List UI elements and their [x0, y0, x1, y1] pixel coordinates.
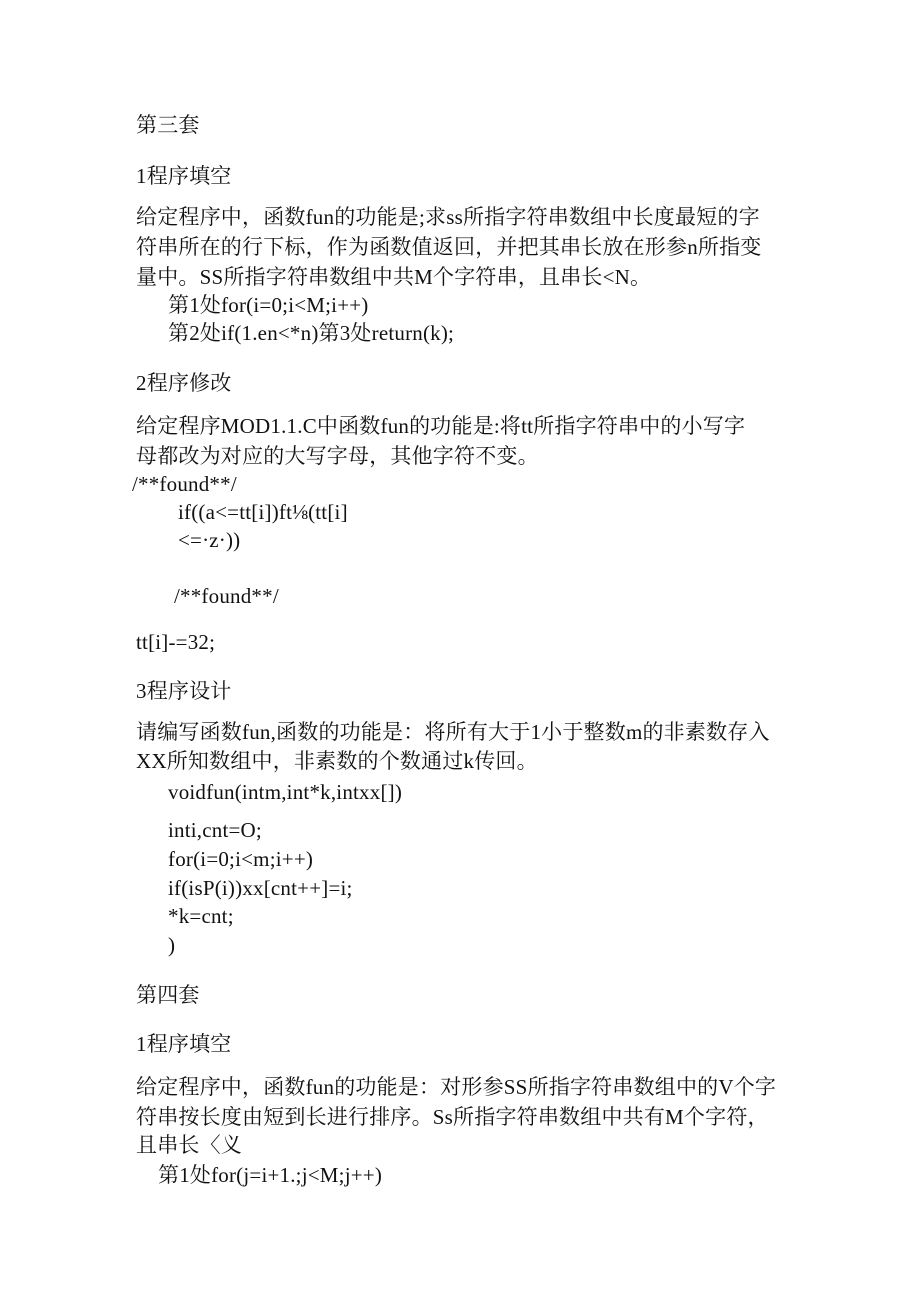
set3-s3-code-line: inti,cnt=O; — [168, 818, 262, 842]
set3-s2-code-line: if((a<=tt[i])ft⅛(tt[i] — [178, 500, 348, 524]
set3-s1-code-line: 第1处for(i=0;i<M;i++) — [168, 293, 369, 317]
set3-s2-desc-line: 母都改为对应的大写字母，其他字符不变。 — [136, 444, 539, 468]
set3-s3-desc-line: 请编写函数fun,函数的功能是：将所有大于1小于整数m的非素数存入 — [136, 720, 770, 744]
set4-s1-desc-line: 给定程序中，函数fun的功能是：对形参SS所指字符串数组中的V个字 — [136, 1075, 777, 1099]
set4-heading: 第四套 — [136, 983, 200, 1007]
set3-s2-title: 2程序修改 — [136, 371, 232, 395]
set3-s2-code-line: /**found**/ — [132, 472, 237, 496]
set3-s1-desc-line: 给定程序中，函数fun的功能是;求ss所指字符串数组中长度最短的字 — [136, 205, 760, 229]
set3-s3-desc-line: XX所知数组中，非素数的个数通过k传回。 — [136, 749, 538, 773]
set3-s1-title: 1程序填空 — [136, 164, 232, 188]
set3-s3-code-line: voidfun(intm,int*k,intxx[]) — [168, 780, 403, 804]
set3-s3-code-line: *k=cnt; — [168, 904, 234, 928]
set4-s1-title: 1程序填空 — [136, 1032, 232, 1056]
set4-s1-desc-line: 符串按长度由短到长进行排序。Ss所指字符串数组中共有M个字符， — [136, 1105, 769, 1129]
set4-s1-desc-line: 且串长〈义 — [136, 1133, 242, 1157]
set3-s3-code-line: ) — [168, 933, 176, 957]
set4-s1-code-line: 第1处for(j=i+1.;j<M;j++) — [158, 1163, 383, 1187]
set3-s2-desc-line: 给定程序MOD1.1.C中函数fun的功能是:将tt所指字符串中的小写字 — [136, 414, 746, 438]
set3-s2-code-line: /**found**/ — [174, 584, 279, 608]
set3-s3-title: 3程序设计 — [136, 679, 232, 703]
set3-s1-desc-line: 量中。SS所指字符串数组中共M个字符串，且串长<N。 — [136, 265, 652, 289]
set3-heading: 第三套 — [136, 113, 200, 137]
set3-s2-code-line: <=·z·)) — [178, 528, 241, 552]
set3-s1-desc-line: 符串所在的行下标，作为函数值返回，并把其串长放在形参n所指变 — [136, 235, 762, 259]
set3-s1-code-line: 第2处if(1.en<*n)第3处return(k); — [168, 321, 455, 345]
set3-s2-code-line: tt[i]-=32; — [136, 630, 216, 654]
set3-s3-code-line: if(isP(i))xx[cnt++]=i; — [168, 876, 353, 900]
set3-s3-code-line: for(i=0;i<m;i++) — [168, 847, 314, 871]
